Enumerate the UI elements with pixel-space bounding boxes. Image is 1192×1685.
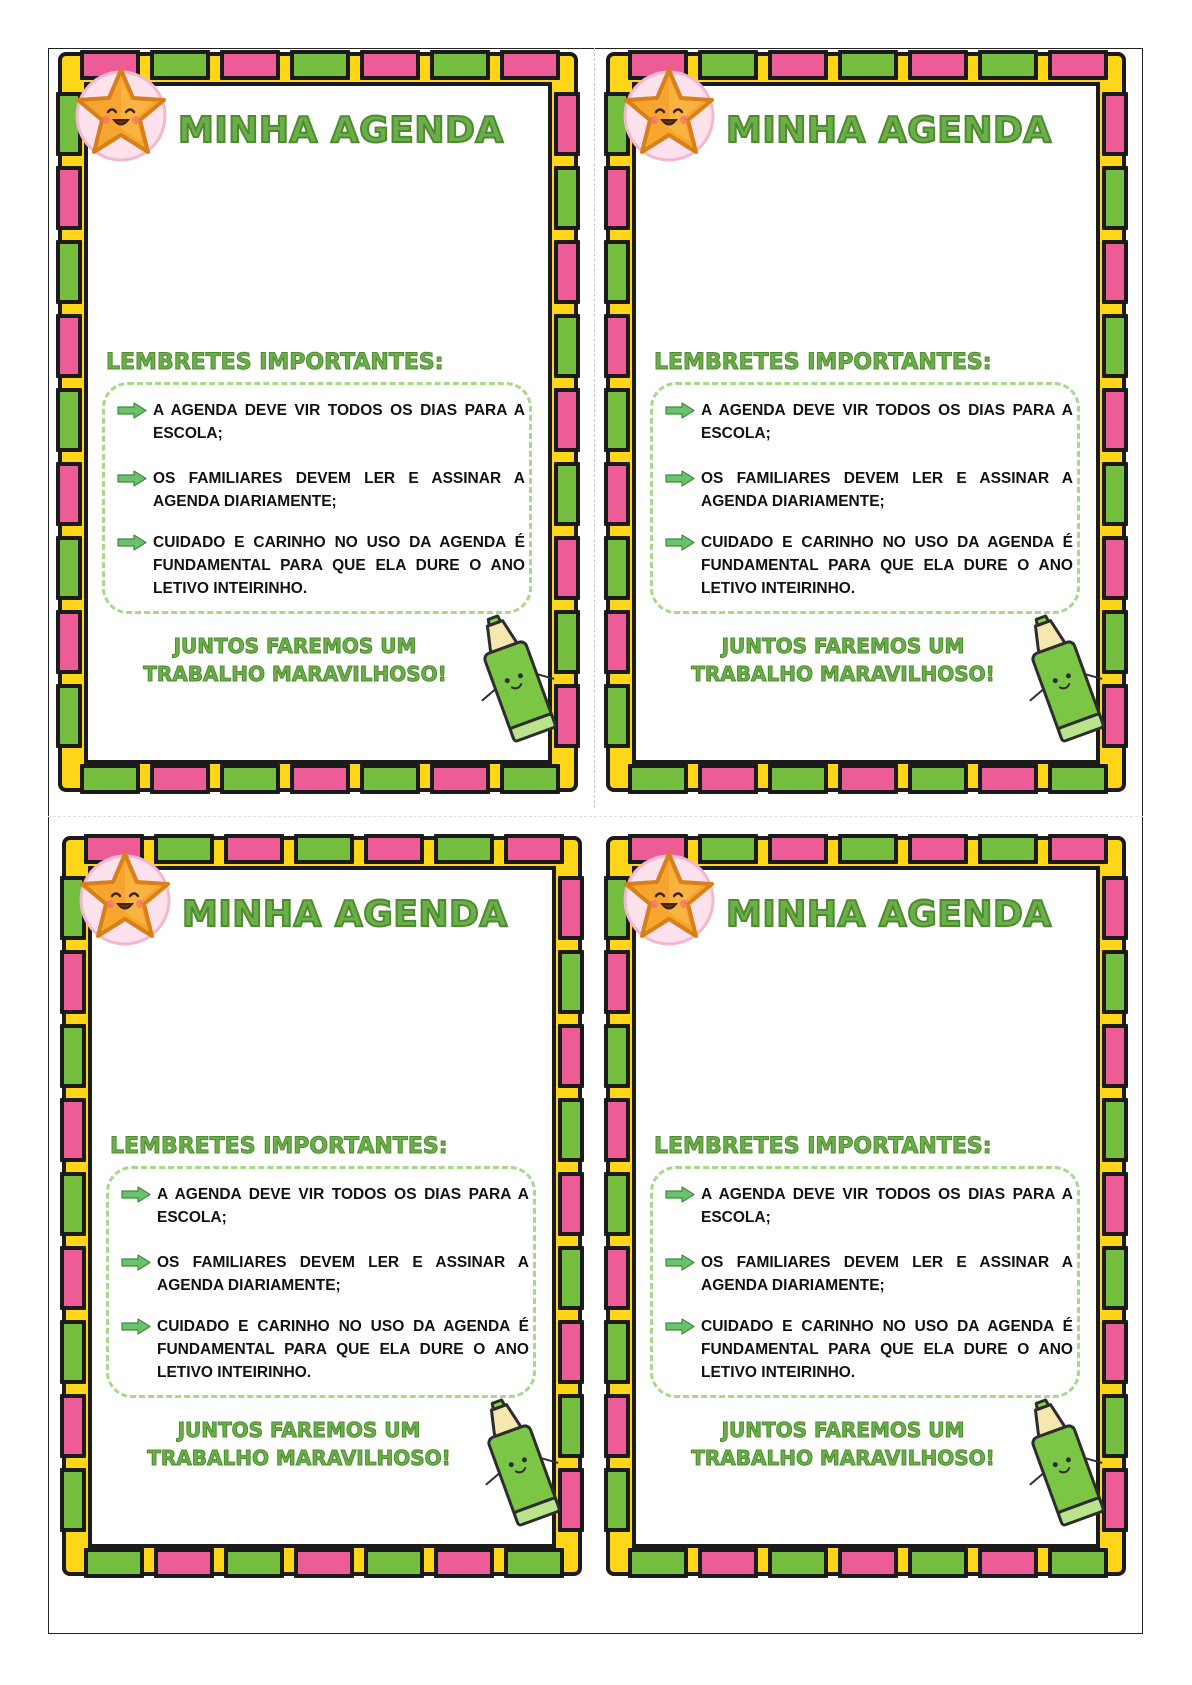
closing-line-1: JUNTOS FAREMOS UM (173, 634, 417, 658)
border-tile (56, 610, 82, 674)
border-tile (838, 764, 898, 794)
smiling-star-icon (616, 844, 722, 950)
border-tile (1102, 1024, 1128, 1088)
reminder-item (121, 1251, 529, 1297)
reminder-text: A AGENDA DEVE VIR TODOS OS DIAS PARA A ESCOLA; (701, 1186, 1073, 1226)
green-arrow-icon (665, 534, 695, 551)
reminders-title: LEMBRETES IMPORTANTES: (106, 350, 444, 375)
reminder-item (121, 1183, 529, 1229)
closing-line-2: TRABALHO MARAVILHOSO! (147, 1446, 451, 1470)
green-arrow-icon (665, 1186, 695, 1203)
border-tile (604, 1024, 630, 1088)
green-arrow-icon (665, 470, 695, 487)
border-tile (698, 764, 758, 794)
closing-message (134, 1416, 464, 1480)
border-tile (290, 50, 350, 80)
closing-message (678, 632, 1008, 696)
border-tile (60, 1172, 86, 1236)
border-tile (604, 1320, 630, 1384)
green-arrow-icon (665, 1318, 695, 1335)
border-tile (604, 462, 630, 526)
border-tile (364, 1548, 424, 1578)
closing-line-1: JUNTOS FAREMOS UM (721, 634, 965, 658)
reminder-item (665, 531, 1073, 600)
reminder-text: CUIDADO E CARINHO NO USO DA AGENDA É FUNDAMENTAL PARA QUE ELA DURE O ANO LETIVO INTEIRINHO. (701, 534, 1073, 597)
green-arrow-icon (121, 1318, 151, 1335)
reminder-text: OS FAMILIARES DEVEM LER E ASSINAR A AGENDA DIARIAMENTE; (157, 1254, 529, 1294)
border-tile (500, 50, 560, 80)
border-tile (56, 388, 82, 452)
border-tile (290, 764, 350, 794)
border-tile (768, 764, 828, 794)
border-tile (604, 314, 630, 378)
green-arrow-icon (665, 402, 695, 419)
border-tile (554, 92, 580, 156)
border-tile (558, 1320, 584, 1384)
border-tile (430, 764, 490, 794)
border-tile (1102, 1246, 1128, 1310)
closing-line-1: JUNTOS FAREMOS UM (177, 1418, 421, 1442)
border-tile (978, 834, 1038, 864)
smiling-marker-icon (1014, 612, 1114, 762)
closing-message (678, 1416, 1008, 1480)
border-tile (360, 764, 420, 794)
border-tile (1102, 1172, 1128, 1236)
border-tile (60, 1024, 86, 1088)
reminders-title: LEMBRETES IMPORTANTES: (654, 1134, 992, 1159)
border-tile (1102, 92, 1128, 156)
reminder-text: CUIDADO E CARINHO NO USO DA AGENDA É FUNDAMENTAL PARA QUE ELA DURE O ANO LETIVO INTEIRINHO. (153, 534, 525, 597)
border-tile (604, 684, 630, 748)
border-tile (558, 876, 584, 940)
reminder-text: CUIDADO E CARINHO NO USO DA AGENDA É FUNDAMENTAL PARA QUE ELA DURE O ANO LETIVO INTEIRINHO. (701, 1318, 1073, 1381)
cut-line-horizontal (48, 816, 1143, 817)
border-tile (364, 834, 424, 864)
border-tile (224, 834, 284, 864)
border-tile (768, 834, 828, 864)
border-tile (84, 1548, 144, 1578)
agenda-card (606, 836, 1126, 1576)
smiling-marker-icon (470, 1396, 570, 1546)
reminders-box (102, 382, 532, 614)
border-tile (604, 166, 630, 230)
card-title: MINHA AGENDA (726, 894, 1052, 935)
border-tile (604, 388, 630, 452)
border-tile (768, 1548, 828, 1578)
border-tile (604, 536, 630, 600)
border-tile (504, 1548, 564, 1578)
border-tile (554, 462, 580, 526)
closing-line-2: TRABALHO MARAVILHOSO! (691, 1446, 995, 1470)
border-tile (604, 950, 630, 1014)
border-tile (1102, 240, 1128, 304)
border-tile (558, 1024, 584, 1088)
border-tile (558, 1172, 584, 1236)
reminder-item (665, 467, 1073, 513)
border-tile (504, 834, 564, 864)
border-tile (1048, 764, 1108, 794)
border-tile (838, 1548, 898, 1578)
reminder-text: OS FAMILIARES DEVEM LER E ASSINAR A AGENDA DIARIAMENTE; (153, 470, 525, 510)
reminders-title: LEMBRETES IMPORTANTES: (110, 1134, 448, 1159)
reminder-item (665, 1315, 1073, 1384)
border-tile (1102, 166, 1128, 230)
border-tile (500, 764, 560, 794)
border-tile (220, 50, 280, 80)
green-arrow-icon (117, 470, 147, 487)
border-tile (150, 764, 210, 794)
border-tile (1102, 462, 1128, 526)
reminder-text: A AGENDA DEVE VIR TODOS OS DIAS PARA A ESCOLA; (157, 1186, 529, 1226)
reminders-box (106, 1166, 536, 1398)
border-tile (1102, 1098, 1128, 1162)
closing-message (130, 632, 460, 696)
closing-line-2: TRABALHO MARAVILHOSO! (691, 662, 995, 686)
smiling-star-icon (72, 844, 178, 950)
border-tile (604, 1394, 630, 1458)
border-tile (294, 834, 354, 864)
border-tile (1102, 950, 1128, 1014)
reminder-item (117, 467, 525, 513)
border-tile (908, 1548, 968, 1578)
border-tile (56, 684, 82, 748)
border-tile (60, 1394, 86, 1458)
border-tile (80, 764, 140, 794)
green-arrow-icon (117, 534, 147, 551)
border-tile (60, 1320, 86, 1384)
green-arrow-icon (121, 1254, 151, 1271)
border-tile (360, 50, 420, 80)
border-tile (604, 610, 630, 674)
reminder-text: OS FAMILIARES DEVEM LER E ASSINAR A AGENDA DIARIAMENTE; (701, 470, 1073, 510)
reminders-box (650, 1166, 1080, 1398)
border-tile (60, 1098, 86, 1162)
border-tile (1102, 536, 1128, 600)
border-tile (604, 1098, 630, 1162)
border-tile (558, 950, 584, 1014)
border-tile (60, 950, 86, 1014)
border-tile (908, 764, 968, 794)
border-tile (430, 50, 490, 80)
border-tile (558, 1098, 584, 1162)
border-tile (1102, 876, 1128, 940)
border-tile (908, 50, 968, 80)
border-tile (56, 166, 82, 230)
border-tile (56, 462, 82, 526)
border-tile (604, 240, 630, 304)
border-tile (768, 50, 828, 80)
card-title: MINHA AGENDA (182, 894, 508, 935)
border-tile (978, 1548, 1038, 1578)
border-tile (60, 1246, 86, 1310)
reminders-box (650, 382, 1080, 614)
border-tile (838, 834, 898, 864)
agenda-card (58, 52, 578, 792)
agenda-card (606, 52, 1126, 792)
border-tile (554, 536, 580, 600)
border-tile (698, 1548, 758, 1578)
border-tile (224, 1548, 284, 1578)
border-tile (554, 388, 580, 452)
border-tile (554, 166, 580, 230)
reminder-item (117, 399, 525, 445)
card-title: MINHA AGENDA (178, 110, 504, 151)
smiling-marker-icon (466, 612, 566, 762)
smiling-star-icon (616, 60, 722, 166)
border-tile (604, 1468, 630, 1532)
border-tile (554, 314, 580, 378)
border-tile (628, 764, 688, 794)
border-tile (604, 1172, 630, 1236)
reminder-text: A AGENDA DEVE VIR TODOS OS DIAS PARA A ESCOLA; (701, 402, 1073, 442)
agenda-card (62, 836, 582, 1576)
border-tile (908, 834, 968, 864)
reminder-item (665, 1251, 1073, 1297)
border-tile (554, 240, 580, 304)
border-tile (154, 1548, 214, 1578)
border-tile (1102, 314, 1128, 378)
reminder-text: OS FAMILIARES DEVEM LER E ASSINAR A AGENDA DIARIAMENTE; (701, 1254, 1073, 1294)
border-tile (434, 834, 494, 864)
green-arrow-icon (665, 1254, 695, 1271)
border-tile (1048, 834, 1108, 864)
smiling-star-icon (68, 60, 174, 166)
border-tile (978, 764, 1038, 794)
reminder-item (117, 531, 525, 600)
border-tile (56, 536, 82, 600)
reminder-item (665, 399, 1073, 445)
smiling-marker-icon (1014, 1396, 1114, 1546)
border-tile (56, 240, 82, 304)
border-tile (434, 1548, 494, 1578)
border-tile (220, 764, 280, 794)
closing-line-1: JUNTOS FAREMOS UM (721, 1418, 965, 1442)
green-arrow-icon (121, 1186, 151, 1203)
closing-line-2: TRABALHO MARAVILHOSO! (143, 662, 447, 686)
border-tile (294, 1548, 354, 1578)
reminder-item (665, 1183, 1073, 1229)
border-tile (838, 50, 898, 80)
reminders-title: LEMBRETES IMPORTANTES: (654, 350, 992, 375)
reminder-text: A AGENDA DEVE VIR TODOS OS DIAS PARA A ESCOLA; (153, 402, 525, 442)
border-tile (604, 1246, 630, 1310)
border-tile (978, 50, 1038, 80)
border-tile (1048, 50, 1108, 80)
reminder-item (121, 1315, 529, 1384)
cut-line-vertical (594, 48, 595, 808)
border-tile (60, 1468, 86, 1532)
border-tile (558, 1246, 584, 1310)
border-tile (1048, 1548, 1108, 1578)
border-tile (1102, 388, 1128, 452)
border-tile (56, 314, 82, 378)
border-tile (628, 1548, 688, 1578)
card-title: MINHA AGENDA (726, 110, 1052, 151)
green-arrow-icon (117, 402, 147, 419)
reminder-text: CUIDADO E CARINHO NO USO DA AGENDA É FUNDAMENTAL PARA QUE ELA DURE O ANO LETIVO INTEIRINHO. (157, 1318, 529, 1381)
border-tile (1102, 1320, 1128, 1384)
